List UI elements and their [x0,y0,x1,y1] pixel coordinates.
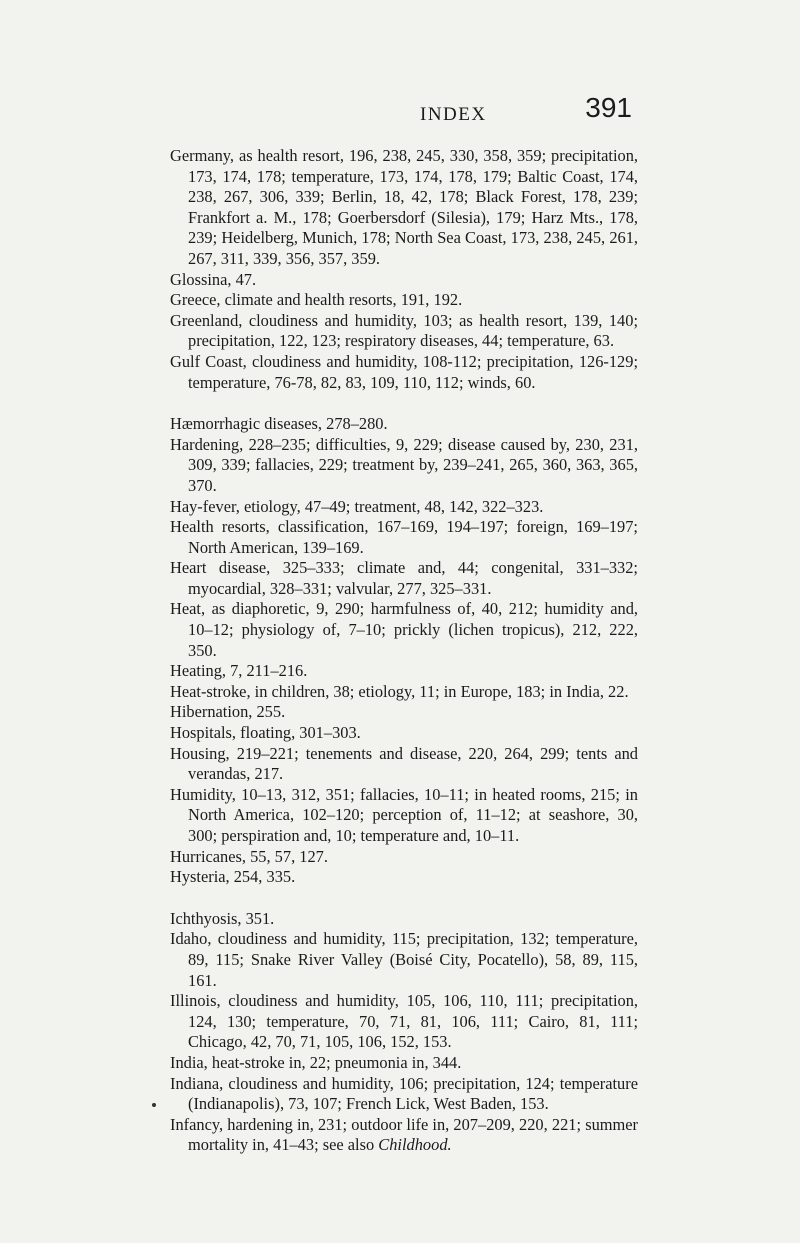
index-entry-hardening: Hardening, 228–235; difficulties, 9, 229; disease caused by, 230, 231, 309, 339; fallacies, 229; treatment by, 239–241, 265, 360, 363, 365, 370. [170,434,638,495]
index-entry-hibernation: Hibernation, 255. [170,702,286,722]
index-entry-idaho: Idaho, cloudiness and humidity, 115; precipitation, 132; temperature, 89, 115; Snake River Valley (Boisé City, Pocatello), 58, 89, 115, 161. [170,929,638,990]
index-entry-glossina: Glossina, 47. [170,269,257,289]
page-number: 391 [585,92,632,123]
index-entry-heart-disease: Heart disease, 325–333; climate and, 44; congenital, 331–332; myocardial, 328–331; valvular, 277, 325–331. [170,558,638,598]
see-also-reference: Childhood. [378,1135,452,1155]
index-entry-hurricanes: Hurricanes, 55, 57, 127. [170,846,328,866]
print-speck-mark [152,1103,156,1107]
section-gap [170,393,638,414]
index-entry-hysteria: Hysteria, 254, 335. [170,867,296,887]
running-head [340,92,632,132]
index-entry-ichthyosis: Ichthyosis, 351. [170,908,275,928]
index-entry-gulf-coast: Gulf Coast, cloudiness and humidity, 108-112; precipitation, 126-129; temperature, 76-78, 82, 83, 109, 110, 112; winds, 60. [170,351,638,392]
index-entry-heating: Heating, 7, 211–216. [170,661,308,681]
index-entry-greece: Greece, climate and health resorts, 191, 192. [170,290,463,310]
index-entry-haemorrhagic: Hæmorrhagic diseases, 278–280. [170,414,388,434]
index-entry-india: India, heat-stroke in, 22; pneumonia in, 344. [170,1052,462,1072]
index-entry-illinois: Illinois, cloudiness and humidity, 105, 106, 110, 111; precipitation, 124, 130; temperature, 70, 71, 81, 106, 111; Cairo, 81, 111; Chicago, 42, 70, 71, 105, 106, 152, 153. [170,991,638,1052]
index-entry-germany: Germany, as health resort, 196, 238, 245, 330, 358, 359; precipitation, 173, 174, 178; temperature, 173, 174, 178, 179; Baltic Coast, 174, 238, 267, 306, 339; Berlin, 18, 42, 178; Black Forest, 178, 239; Frankfort a. M., 178; Goerbersdorf (Silesia), 179; Harz Mts., 178, 239; Heidelberg, Munich, 178; North Sea Coast, 173, 238, 245, 261, 267, 311, 339, 356, 357, 359. [170,146,638,268]
index-entry-heat: Heat, as diaphoretic, 9, 290; harmfulness of, 40, 212; humidity and, 10–12; physiology of, 7–10; prickly (lichen tropicus), 212, 222, 350. [170,599,638,660]
index-entry-indiana: Indiana, cloudiness and humidity, 106; precipitation, 124; temperature (Indianapolis), 73, 107; French Lick, West Baden, 153. [170,1073,638,1114]
index-column [170,146,638,1156]
index-entry-infancy [170,1115,638,1156]
index-entry-greenland: Greenland, cloudiness and humidity, 103; as health resort, 139, 140; precipitation, 122, 123; respiratory diseases, 44; temperature, 63. [170,310,638,351]
index-entry-hay-fever: Hay-fever, etiology, 47–49; treatment, 48, 142, 322–323. [170,496,544,516]
index-entry-heat-stroke: Heat-stroke, in children, 38; etiology, 11; in Europe, 183; in India, 22. [170,681,629,701]
section-gap [170,888,638,909]
index-entry-housing: Housing, 219–221; tenements and disease, 220, 264, 299; tents and verandas, 217. [170,743,638,784]
index-entry-hospitals: Hospitals, floating, 301–303. [170,723,361,743]
index-entry-humidity: Humidity, 10–13, 312, 351; fallacies, 10–11; in heated rooms, 215; in North America, 102–120; perception of, 11–12; at seashore, 30, 300; perspiration and, 10; temperature and, 10–11. [170,784,638,845]
infancy-text: Infancy, hardening in, 231; outdoor life in, 207–209, 220, 221; summer mortality in, 41–43; see also [170,1114,638,1155]
page-title: INDEX [420,104,487,125]
index-entry-health-resorts: Health resorts, classification, 167–169, 194–197; foreign, 169–197; North American, 139–169. [170,517,638,557]
